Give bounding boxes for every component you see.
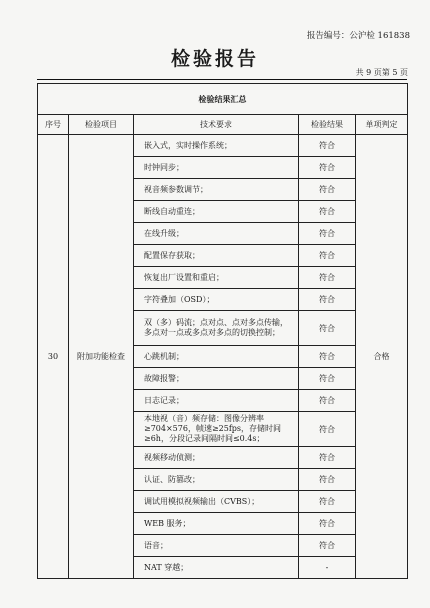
result-cell: 符合 [299,311,356,346]
result-cell: 符合 [299,469,356,491]
result-cell: 符合 [299,513,356,535]
result-cell: 符合 [299,179,356,201]
requirement-cell: 故障报警； [134,368,299,390]
result-cell: 符合 [299,447,356,469]
result-cell: 符合 [299,201,356,223]
result-cell: 符合 [299,346,356,368]
column-header-verdict: 单项判定 [356,115,408,135]
requirement-cell: 认证、防篡改； [134,469,299,491]
column-header-item: 检验项目 [69,115,134,135]
column-header-serial: 序号 [38,115,69,135]
requirement-cell: 心跳机制； [134,346,299,368]
requirement-cell: WEB 服务； [134,513,299,535]
header-row [38,115,408,135]
result-cell: 符合 [299,135,356,157]
result-cell: 符合 [299,245,356,267]
requirement-cell: 恢复出厂设置和重启； [134,267,299,289]
requirement-cell: 嵌入式，实时操作系统； [134,135,299,157]
result-cell: 符合 [299,390,356,412]
table-row [38,135,408,157]
requirement-cell: 视频移动侦测； [134,447,299,469]
result-cell: 符合 [299,289,356,311]
result-cell: 符合 [299,412,356,447]
page-info: 共 9 页第 5 页 [355,68,408,77]
requirement-cell: 视音频参数调节； [134,179,299,201]
column-header-result: 检验结果 [299,115,356,135]
results-table [37,83,408,579]
requirement-cell: NAT 穿越； [134,557,299,579]
requirement-cell: 双（多）码流；点对点、点对多点传输，多点对一点或多点对多点的切换控制； [134,311,299,346]
requirement-cell: 调试用模拟视频输出（CVBS）； [134,491,299,513]
report-number: 报告编号：公沪检 161838 [306,31,410,41]
requirement-cell: 在线升级； [134,223,299,245]
report-title: 检验报告 [170,48,259,70]
requirement-cell: 断线自动重连； [134,201,299,223]
summary-title: 检验结果汇总 [38,84,408,115]
requirement-cell: 配置保存获取； [134,245,299,267]
result-cell: 符合 [299,157,356,179]
result-cell: - [299,557,356,579]
result-cell: 符合 [299,535,356,557]
test-item: 附加功能检查 [69,135,134,579]
result-cell: 符合 [299,368,356,390]
requirement-cell: 语音； [134,535,299,557]
requirement-cell: 时钟同步； [134,157,299,179]
result-cell: 符合 [299,491,356,513]
requirement-cell: 日志记录； [134,390,299,412]
result-cell: 符合 [299,223,356,245]
requirement-cell: 本地视（音）频存储：图像分辨率≥704×576，帧速≥25fps，存储时间≥6h，分段记录间隔时间≤0.4s； [134,412,299,447]
serial-number: 30 [38,135,69,579]
header-rule [37,79,407,80]
column-header-requirement: 技术要求 [134,115,299,135]
verdict-cell: 合格 [356,135,408,579]
requirement-cell: 字符叠加（OSD）； [134,289,299,311]
result-cell: 符合 [299,267,356,289]
